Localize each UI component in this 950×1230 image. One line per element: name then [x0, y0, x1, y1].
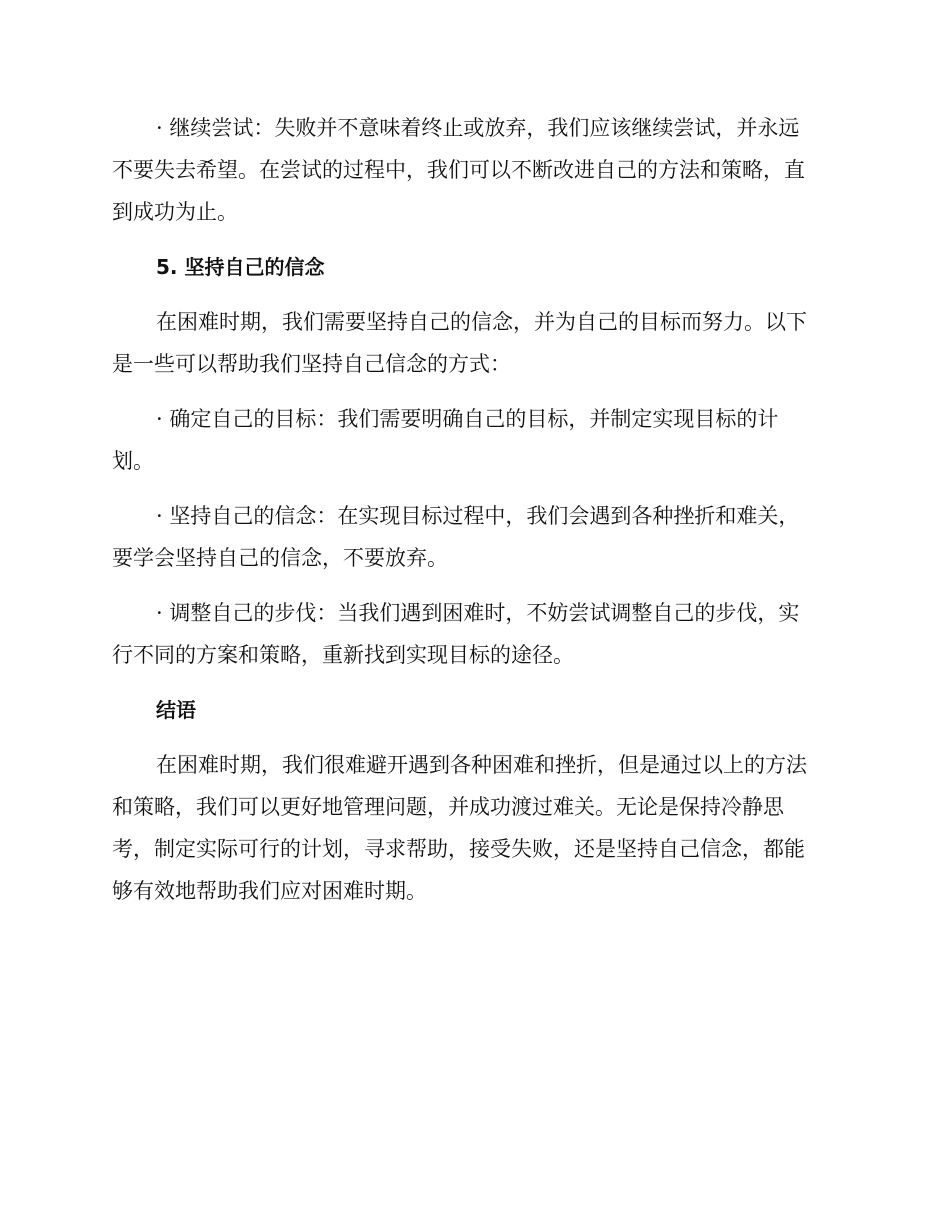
- paragraph-conclusion-line-4: 够有效地帮助我们应对困难时期。: [112, 879, 427, 903]
- paragraph-conclusion-line-3: 考，制定实际可行的计划，寻求帮助，接受失败，还是坚持自己信念，都能: [112, 837, 805, 861]
- bullet-adjust-pace-line-1: · 调整自己的步伐：当我们遇到困难时，不妨尝试调整自己的步伐，实: [156, 601, 800, 625]
- paragraph-conclusion-line-1: 在困难时期，我们很难避开遇到各种困难和挫折，但是通过以上的方法: [156, 753, 807, 777]
- paragraph-beliefs-line-2: 是一些可以帮助我们坚持自己信念的方式：: [112, 352, 511, 376]
- bullet-set-goals-line-2: 划。: [112, 449, 154, 473]
- bullet-continue-trying-line-3: 到成功为止。: [112, 200, 238, 224]
- bullet-continue-trying-line-1: · 继续尝试：失败并不意味着终止或放弃，我们应该继续尝试，并永远: [156, 116, 800, 140]
- section-heading-conclusion: 结语: [156, 698, 196, 722]
- bullet-set-goals-line-1: · 确定自己的目标：我们需要明确自己的目标，并制定实现目标的计: [156, 407, 779, 431]
- bullet-keep-beliefs-line-2: 要学会坚持自己的信念，不要放弃。: [112, 546, 448, 570]
- bullet-adjust-pace-line-2: 行不同的方案和策略，重新找到实现目标的途径。: [112, 643, 574, 667]
- bullet-continue-trying-line-2: 不要失去希望。在尝试的过程中，我们可以不断改进自己的方法和策略，直: [112, 158, 805, 182]
- paragraph-conclusion-line-2: 和策略，我们可以更好地管理问题，并成功渡过难关。无论是保持冷静思: [112, 795, 784, 819]
- bullet-keep-beliefs-line-1: · 坚持自己的信念：在实现目标过程中，我们会遇到各种挫折和难关，: [156, 504, 800, 528]
- section-heading-5: 5. 坚持自己的信念: [156, 255, 325, 279]
- paragraph-beliefs-line-1: 在困难时期，我们需要坚持自己的信念，并为自己的目标而努力。以下: [156, 310, 807, 334]
